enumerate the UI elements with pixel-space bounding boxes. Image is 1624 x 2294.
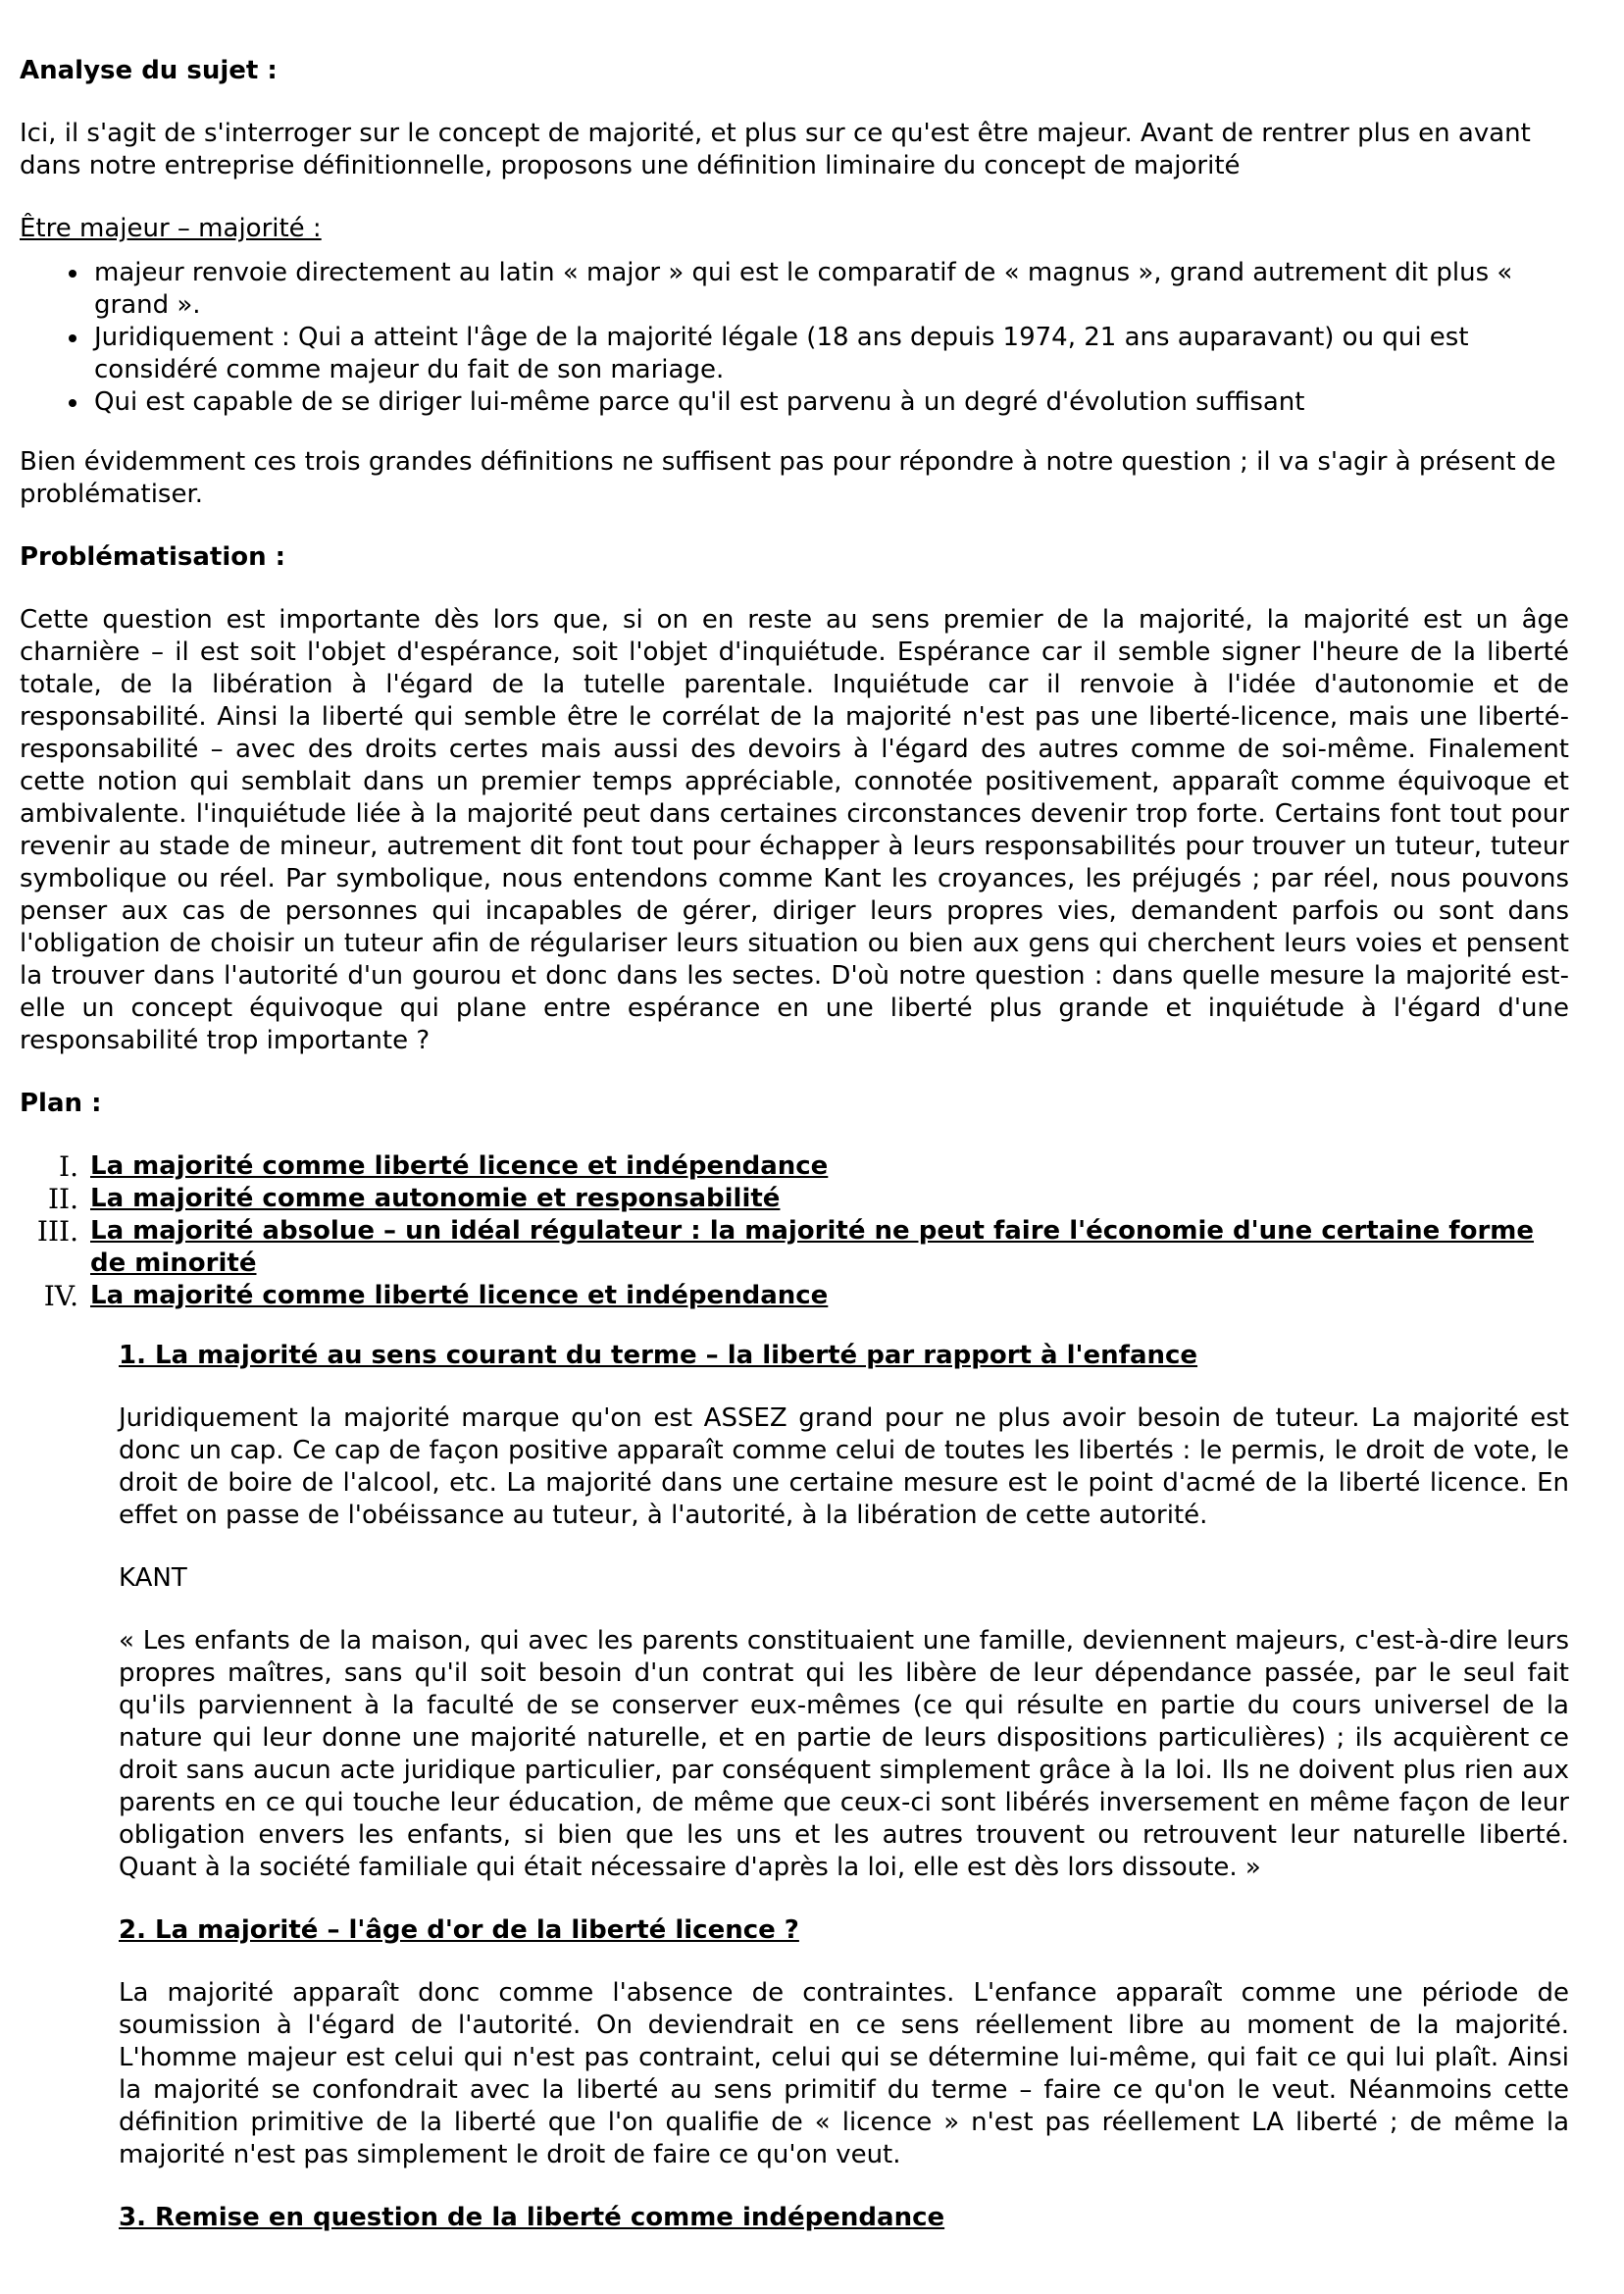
plan-item-label: La majorité comme autonomie et responsabilité — [90, 1184, 781, 1213]
plan-numeral: III. — [36, 1215, 78, 1248]
analyse-heading: Analyse du sujet : — [20, 56, 278, 85]
section-2 — [119, 1914, 1569, 2171]
section-3 — [119, 2202, 1569, 2234]
quote-author: KANT — [119, 1563, 187, 1593]
plan-item — [59, 1150, 1569, 1183]
problematisation-heading: Problématisation : — [20, 542, 286, 572]
plan-numeral: IV. — [43, 1280, 78, 1312]
section-paragraph: La majorité apparaît donc comme l'absence de contraintes. L'enfance apparaît comme une période de soumission à l'égard de l'autorité. On deviendrait en ce sens réellement libre au moment de la majorité. L'homme majeur est celui qui n'est pas contraint, celui qui se détermine lui-même, qui fait ce qui lui plaît. Ainsi la majorité se confondrait avec la liberté au sens primitif du terme – faire ce qu'on le veut. Néanmoins cette définition primitive de la liberté que l'on qualifie de « licence » n'est pas réellement LA liberté ; de même la majorité n'est pas simplement le droit de faire ce qu'on veut. — [119, 1978, 1569, 2169]
list-item: • majeur renvoie directement au latin « major » qui est le comparatif de « magnus », grand autrement dit plus « grand ». — [90, 257, 1569, 322]
plan-numeral: I. — [59, 1150, 78, 1183]
plan-numeral: II. — [47, 1183, 78, 1215]
section-1 — [119, 1340, 1569, 1884]
plan-item — [36, 1215, 1569, 1280]
plan-list — [20, 1150, 1569, 1312]
problematisation-text: Cette question est importante dès lors que, si on en reste au sens premier de la majorité, la majorité est un âge charnière – il est soit l'objet d'espérance, soit l'objet d'inquiétude. Espérance car il semble signer l'heure de la liberté totale, de la libération à l'égard de la tutelle parentale. Inquiétude car il renvoie à l'idée d'autonomie et de responsabilité. Ainsi la liberté qui semble être le corrélat de la majorité n'est pas une liberté-licence, mais une liberté-responsabilité – avec des droits certes mais aussi des devoirs à l'égard des autres comme de soi-même. Finalement cette notion qui semblait dans un premier temps appréciable, connotée positivement, apparaît comme équivoque et ambivalente. l'inquiétude liée à la majorité peut dans certaines circonstances devenir trop forte. Certains font tout pour revenir au stade de mineur, autrement dit font tout pour échapper à leurs responsabilités pour trouver un tuteur, tuteur symbolique ou réel. Par symbolique, nous entendons comme Kant les croyances, les préjugés ; par réel, nous pouvons penser aux cas de personnes qui incapables de gérer, diriger leurs propres vies, demandent parfois ou sont dans l'obligation de choisir un tuteur afin de régulariser leurs situation ou bien aux gens qui cherchent leurs voies et pensent la trouver dans l'autorité d'un gourou et donc dans les sectes. D'où notre question : dans quelle mesure la majorité est-elle un concept équivoque qui plane entre espérance en une liberté plus grande et inquiétude à l'égard d'une responsabilité trop importante ? — [20, 605, 1569, 1055]
section-title: 1. La majorité au sens courant du terme – la liberté par rapport à l'enfance — [119, 1341, 1198, 1370]
kant-quote: « Les enfants de la maison, qui avec les parents constituaient une famille, deviennent majeurs, c'est-à-dire leurs propres maîtres, sans qu'il soit besoin d'un contrat qui les libère de leur dépendance passée, par le seul fait qu'ils parviennent à la faculté de se conserver eux-mêmes (ce qui résulte en partie du cours universel de la nature qui leur donne une majorité naturelle, et en partie de leurs dispositions particulières) ; ils acquièrent ce droit sans aucun acte juridique particulier, par conséquent simplement grâce à la loi. Ils ne doivent plus rien aux parents en ce qui touche leur éducation, de même que ceux-ci sont libérés inversement en même façon de leur obligation envers les enfants, si bien que les uns et les autres trouvent ou retrouvent leur naturelle liberté. Quant à la société familiale qui était nécessaire d'après la loi, elle est dès lors dissoute. » — [119, 1626, 1569, 1882]
list-item: • Juridiquement : Qui a atteint l'âge de la majorité légale (18 ans depuis 1974, 21 ans auparavant) ou qui est considéré comme majeur du fait de son mariage. — [90, 322, 1569, 386]
document-page — [20, 49, 1569, 2265]
definition-list — [20, 257, 1569, 419]
plan-item-label: La majorité comme liberté licence et indépendance — [90, 1281, 829, 1310]
section-paragraph: Juridiquement la majorité marque qu'on est ASSEZ grand pour ne plus avoir besoin de tuteur. La majorité est donc un cap. Ce cap de façon positive apparaît comme celui de toutes les libertés : le permis, le droit de vote, le droit de boire de l'alcool, etc. La majorité dans une certaine mesure est le point d'acmé de la liberté licence. En effet on passe de l'obéissance au tuteur, à l'autorité, à la libération de cette autorité. — [119, 1403, 1569, 1530]
list-item: • Qui est capable de se diriger lui-même parce qu'il est parvenu à un degré d'évolution suffisant — [90, 386, 1569, 419]
analyse-intro: Ici, il s'agit de s'interroger sur le concept de majorité, et plus sur ce qu'est être majeur. Avant de rentrer plus en avant dans notre entreprise définitionnelle, proposons une définition liminaire du concept de majorité — [20, 119, 1531, 180]
section-title: 3. Remise en question de la liberté comme indépendance — [119, 2203, 945, 2232]
plan-heading: Plan : — [20, 1089, 102, 1118]
plan-item — [43, 1280, 1569, 1312]
section-title: 2. La majorité – l'âge d'or de la liberté licence ? — [119, 1915, 799, 1945]
plan-item — [47, 1183, 1569, 1215]
definition-subtitle: Être majeur – majorité : — [20, 214, 322, 243]
plan-item-label: La majorité comme liberté licence et indépendance — [90, 1151, 829, 1181]
plan-item-label: La majorité absolue – un idéal régulateur : la majorité ne peut faire l'économie d'une certaine forme de minorité — [90, 1216, 1535, 1278]
analyse-conclusion: Bien évidemment ces trois grandes définitions ne suffisent pas pour répondre à notre question ; il va s'agir à présent de problématiser. — [20, 447, 1556, 509]
